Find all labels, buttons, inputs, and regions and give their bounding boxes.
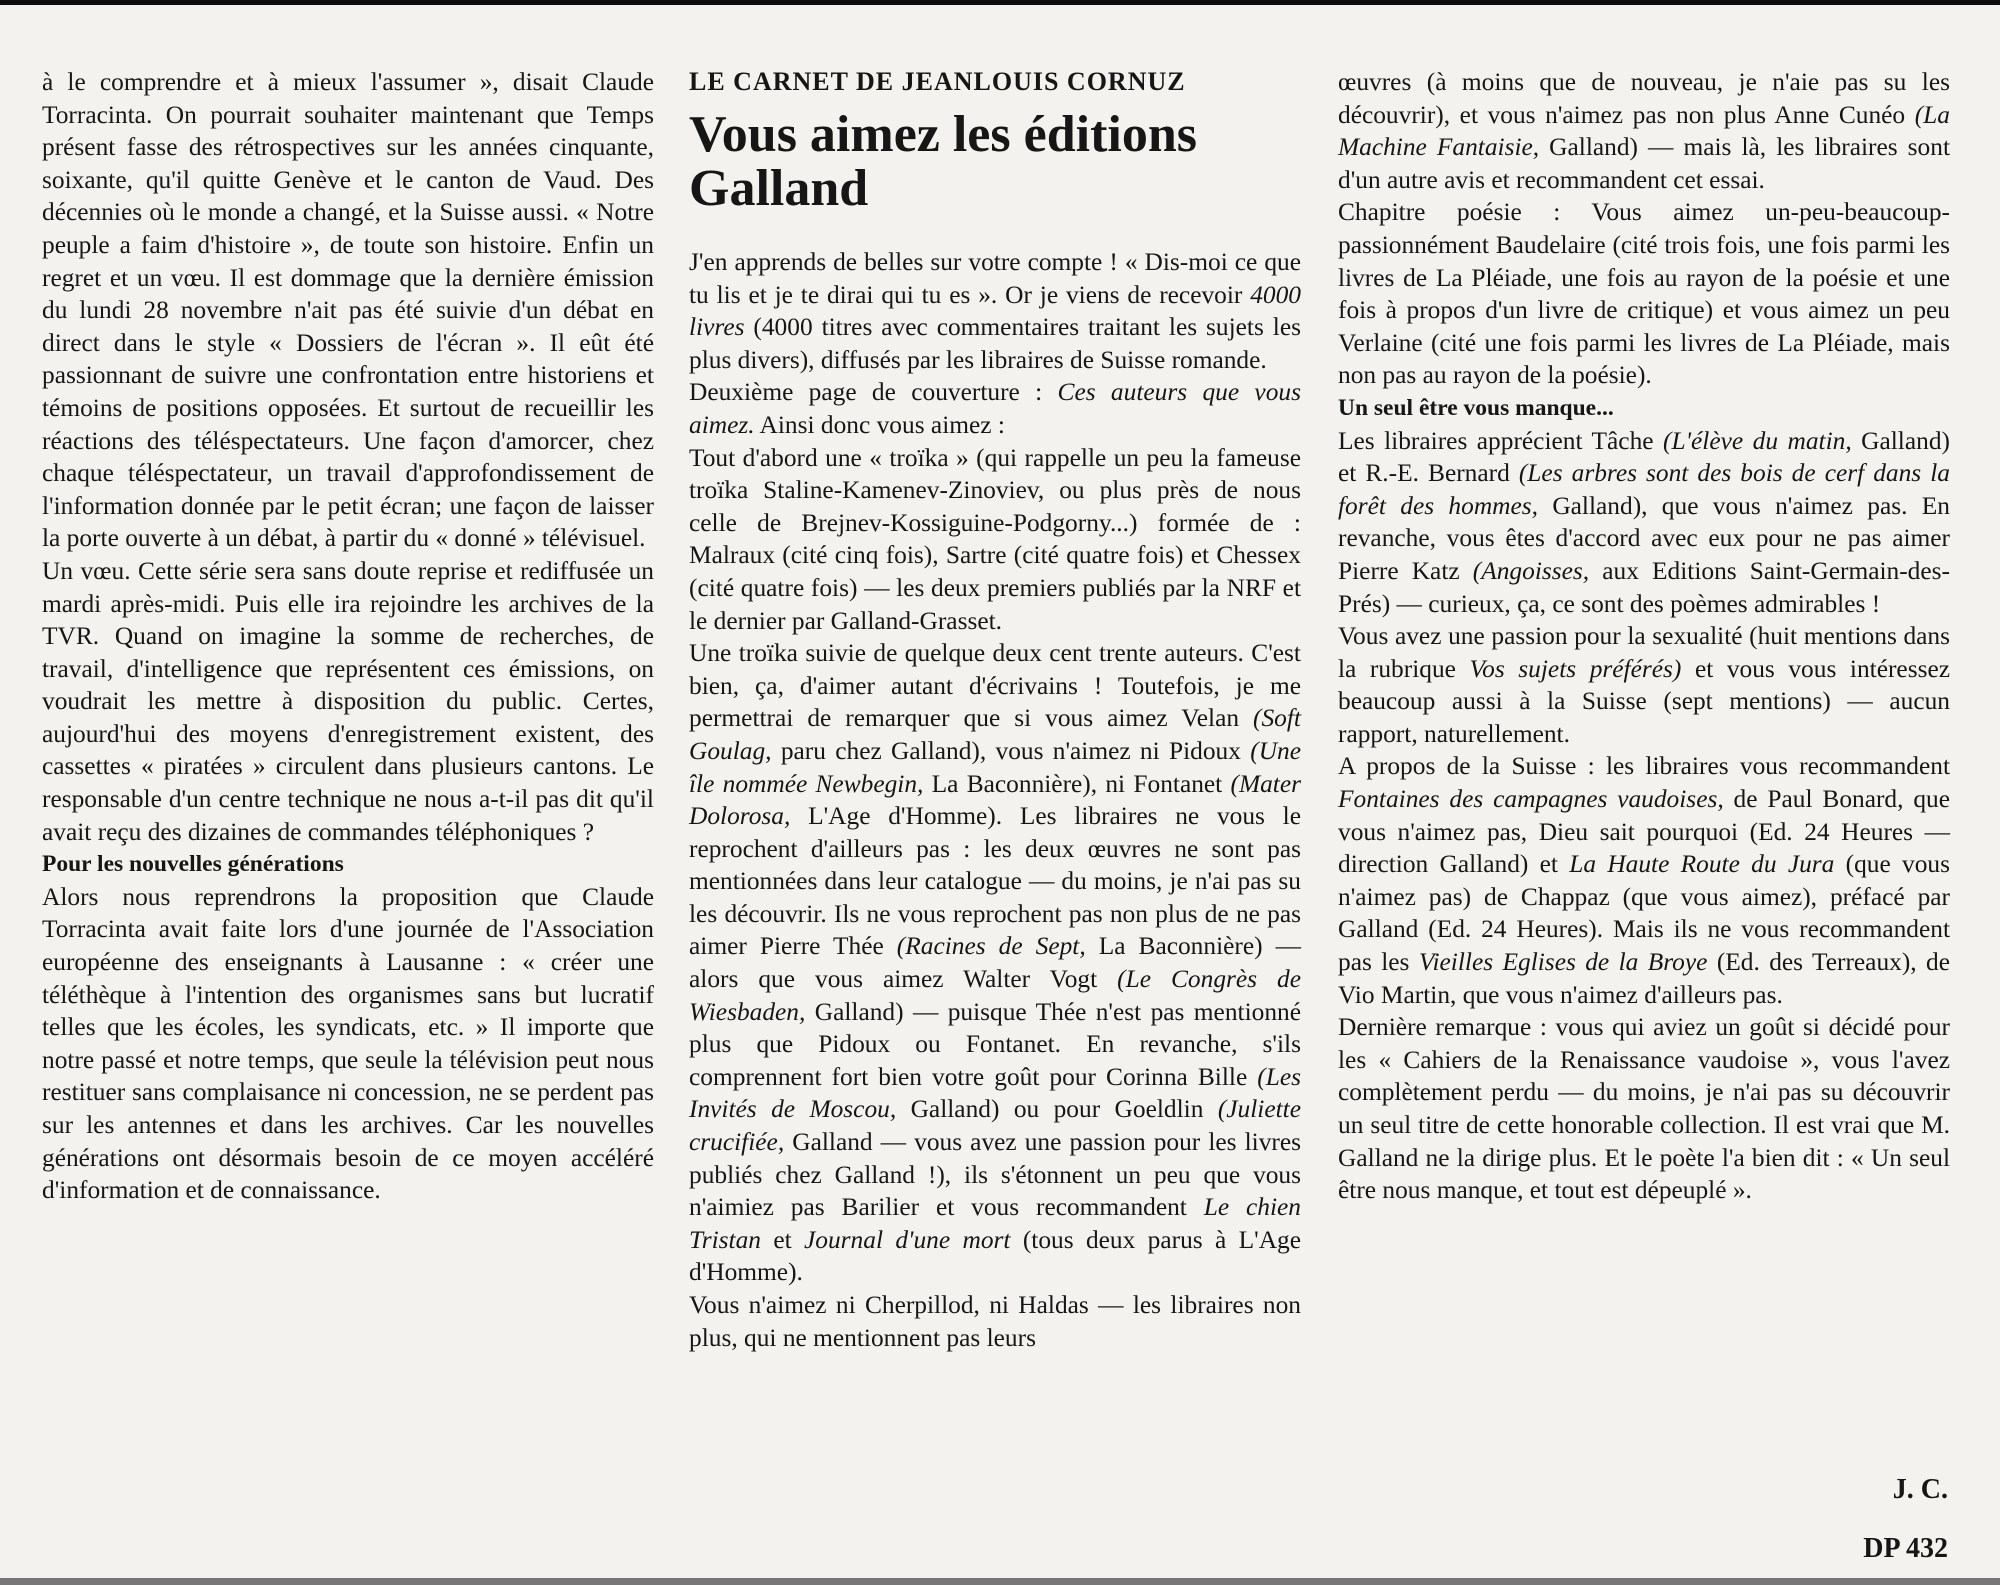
- paragraph: A propos de la Suisse : les libraires vous recommandent Fontaines des campagnes vaudoises, de Paul Bonard, que vous n'aimez pas, Dieu sait pourquoi (Ed. 24 Heures — direction Galland) et La Haute Route du Jura (que vous n'aimez pas) de Chappaz (que vous aimez), préfacé par Galland (Ed. 24 Heures). Mais ils ne vous recommandent pas les Vieilles Eglises de la Broye (Ed. des Terreaux), de Vio Martin, que vous n'aimez d'ailleurs pas.: [1338, 752, 1950, 1009]
- paragraph: Vous avez une passion pour la sexualité (huit mentions dans la rubrique Vos sujets préférés) et vous vous intéressez beaucoup aussi à la Suisse (sept mentions) — aucun rapport, naturellement.: [1338, 622, 1950, 748]
- paragraph: Chapitre poésie : Vous aimez un-peu-beaucoup-passionnément Baudelaire (cité trois fois, une fois parmi les livres de La Pléiade, une fois au rayon de la poésie et une fois à propos d'un livre de critique) et vous aimez un peu Verlaine (cité une fois parmi les livres de La Pléiade, mais non pas au rayon de la poésie).: [1338, 198, 1950, 390]
- paragraph: Alors nous reprendrons la proposition que Claude Torracinta avait faite lors d'une journée de l'Association européenne des enseignants à Lausanne : « créer une téléthèque à l'intention des organismes sans but lucratif telles que les écoles, les syndicats, etc. » Il importe que notre passé et notre temps, que seule la télévision peut nous restituer sans complaisance ni concession, ne se perdent pas sur les antennes et dans les archives. Car les nouvelles générations ont désormais besoin de ce moyen accéléré d'information et de connaissance.: [42, 882, 654, 1205]
- paragraph: Dernière remarque : vous qui aviez un goût si décidé pour les « Cahiers de la Renaissance vaudoise », vous l'avez complètement perdu — du moins, je n'ai pas su découvrir un seul titre de cette honorable collection. Il est vrai que M. Galland ne la dirige plus. Et le poète l'a bien dit : « Un seul être nous manque, et tout est dépeuplé ».: [1338, 1013, 1950, 1205]
- scan-bottom-edge: [0, 1578, 2000, 1585]
- paragraph: Vous n'aimez ni Cherpillod, ni Haldas — les libraires non plus, qui ne mentionnent pas leurs: [689, 1291, 1301, 1352]
- page-folio: DP 432: [1863, 1533, 1948, 1564]
- author-signature: J. C.: [1892, 1474, 1948, 1505]
- column-middle: [689, 66, 1301, 1354]
- paragraph: Une troïka suivie de quelque deux cent trente auteurs. C'est bien, ça, d'aimer autant d'écrivains ! Toutefois, je me permettrai de remarquer que si vous aimez Velan (Soft Goulag, paru chez Galland), vous n'aimez ni Pidoux (Une île nommée Newbegin, La Baconnière), ni Fontanet (Mater Dolorosa, L'Age d'Homme). Les libraires ne vous le reprochent d'ailleurs pas : les deux œuvres ne sont pas mentionnées dans leur catalogue — du moins, je n'ai pas su les découvrir. Ils ne vous reprochent pas non plus de ne pas aimer Pierre Thée (Racines de Sept, La Baconnière) — alors que vous aimez Walter Vogt (Le Congrès de Wiesbaden, Galland) — puisque Thée n'est pas mentionné plus que Pidoux ou Fontanet. En revanche, s'ils comprennent fort bien votre goût pour Corinna Bille (Les Invités de Moscou, Galland) ou pour Goeldlin (Juliette crucifiée, Galland — vous avez une passion pour les livres publiés chez Galland !), ils s'étonnent un peu que vous n'aimiez pas Barilier et vous recommandent Le chien Tristan et Journal d'une mort (tous deux parus à L'Age d'Homme).: [689, 639, 1302, 1287]
- paragraph: Deuxième page de couverture : Ces auteurs que vous aimez. Ainsi donc vous aimez :: [689, 378, 1301, 439]
- paragraph: J'en apprends de belles sur votre compte ! « Dis-moi ce que tu lis et je te dirai qui tu es ». Or je viens de recevoir 4000 livres (4000 titres avec commentaires traitant les sujets les plus divers), diffusés par les libraires de Suisse romande.: [689, 248, 1301, 374]
- subheading-manque: Un seul être vous manque...: [1338, 394, 1614, 421]
- scan-top-edge: [0, 0, 2000, 5]
- subheading-generations: Pour les nouvelles générations: [42, 851, 344, 878]
- paragraph: œuvres (à moins que de nouveau, je n'aie pas su les découvrir), et vous n'aimez pas non plus Anne Cunéo (La Machine Fantaisie, Galland) — mais là, les libraires sont d'un autre avis et recommandent cet essai.: [1338, 68, 1950, 194]
- article-kicker: LE CARNET DE JEANLOUIS CORNUZ: [689, 67, 1186, 96]
- paragraph: Tout d'abord une « troïka » (qui rappelle un peu la fameuse troïka Staline-Kamenev-Zinoviev, ou plus près de nous celle de Brejnev-Kossiguine-Podgorny...) formée de : Malraux (cité cinq fois), Sartre (cité quatre fois) et Chessex (cité quatre fois) — les deux premiers publiés par la NRF et le dernier par Galland-Grasset.: [689, 443, 1301, 635]
- paragraph: à le comprendre et à mieux l'assumer », disait Claude Torracinta. On pourrait souhaiter maintenant que Temps présent fasse des rétrospectives sur les années cinquante, soixante, qu'il quitte Genève et le canton de Vaud. Des décennies où le monde a changé, et la Suisse aussi. « Notre peuple a faim d'histoire », de toute son histoire. Enfin un regret et un vœu. Il est dommage que la dernière émission du lundi 28 novembre n'ait pas été suivie d'un débat en direct dans le style « Dossiers de l'écran ». Il eût été passionnant de suivre une confrontation entre historiens et témoins de positions opposées. Et surtout de recueillir les réactions des téléspectateurs. Une façon d'amorcer, chez chaque téléspectateur, un travail d'approfondissement de l'information donnée par le petit écran; une façon de laisser la porte ouverte à un débat, à partir du « donné » télévisuel.: [42, 68, 654, 553]
- column-left: [42, 66, 654, 1207]
- article-headline: Vous aimez les éditions Galland: [689, 106, 1197, 217]
- paragraph: Les libraires apprécient Tâche (L'élève du matin, Galland) et R.-E. Bernard (Les arbres sont des bois de cerf dans la forêt des hommes, Galland), que vous n'aimez pas. En revanche, vous êtes d'accord avec eux pour ne pas aimer Pierre Katz (Angoisses, aux Editions Saint-Germain-des-Prés) — curieux, ça, ce sont des poèmes admirables !: [1338, 426, 1950, 618]
- paragraph: Un vœu. Cette série sera sans doute reprise et rediffusée un mardi après-midi. Puis elle ira rejoindre les archives de la TVR. Quand on imagine la somme de recherches, de travail, d'intelligence que représentent ces émissions, on voudrait les mettre à disposition du public. Certes, aujourd'hui des moyens d'enregistrement existent, des cassettes « piratées » circulent dans plusieurs cantons. Le responsable d'un centre technique ne nous a-t-il pas dit qu'il avait reçu des dizaines de commandes téléphoniques ?: [42, 556, 654, 846]
- column-right: [1338, 66, 1950, 1207]
